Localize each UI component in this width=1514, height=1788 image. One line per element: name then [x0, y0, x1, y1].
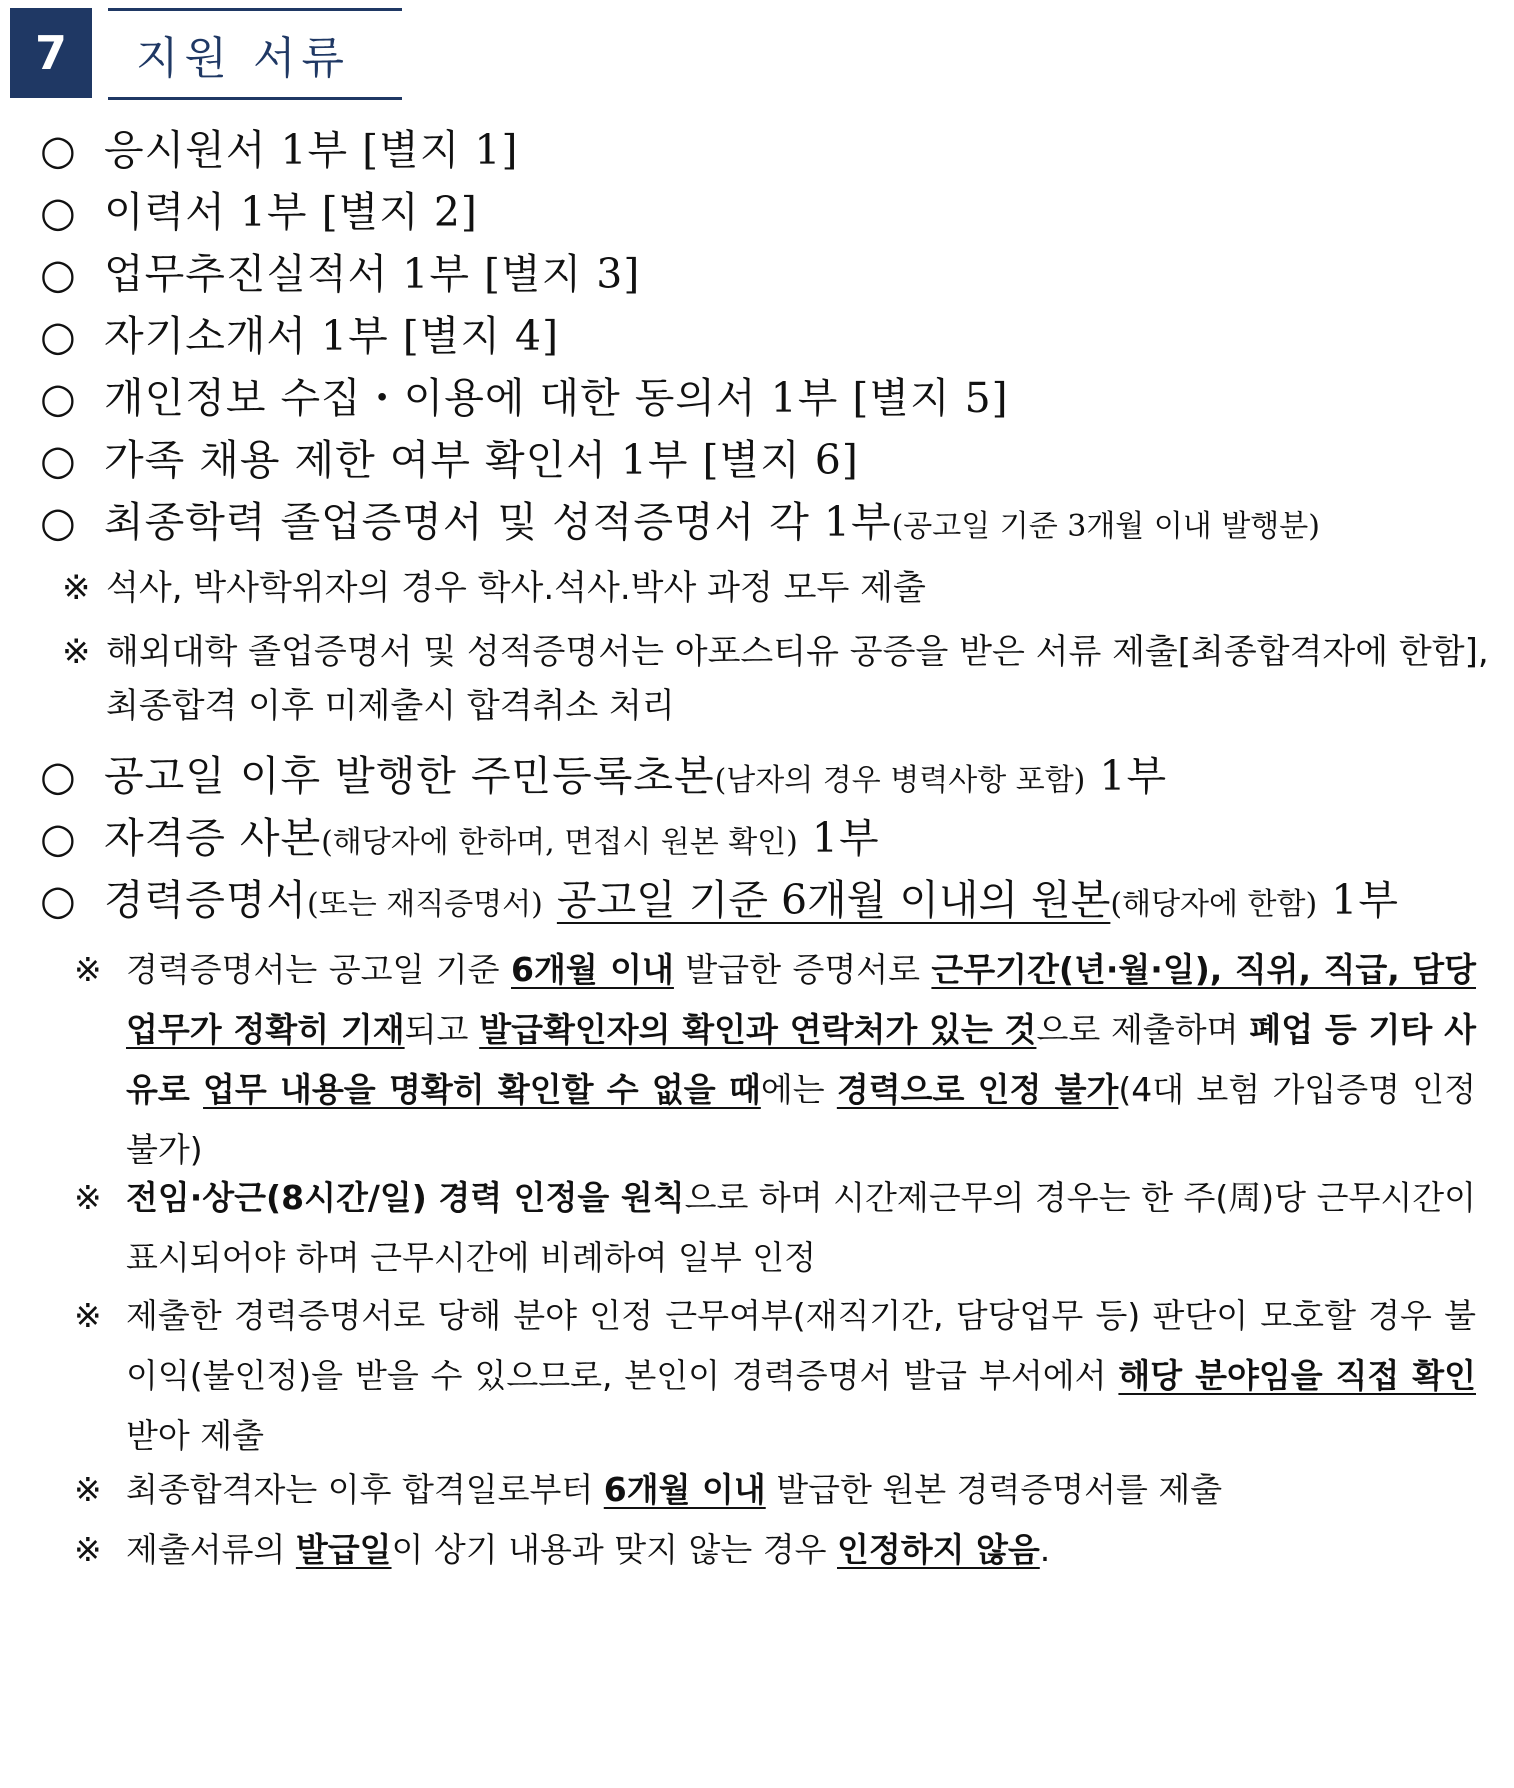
career-note [74, 940, 1476, 1180]
list-item-resident-register [40, 748, 1474, 809]
circle-bullet-icon: ○ [40, 876, 77, 924]
reference-note-text: 최종합격 이후 미제출시 합격취소 처리 [106, 686, 675, 726]
list-item-text: 개인정보 수집・이용에 대한 동의서 1부 [별지 5] [104, 374, 1009, 422]
list-item-text: 최종학력 졸업증명서 및 성적증명서 각 1부 [104, 498, 892, 546]
reference-mark-icon: ※ [62, 568, 91, 608]
circle-bullet-icon: ○ [40, 498, 77, 546]
reference-note-text: 해외대학 졸업증명서 및 성적증명서는 아포스티유 공증을 받은 서류 제출[최종합격자에 한함], [106, 632, 1489, 672]
list-item [40, 184, 1474, 240]
circle-bullet-icon: ○ [40, 436, 77, 484]
reference-note-continuation [106, 684, 1474, 728]
list-item-note: (남자의 경우 병력사항 포함) [714, 763, 1086, 798]
note-text: 으로 제출하며 [1036, 1010, 1250, 1049]
list-item-text: 업무추진실적서 1부 [별지 3] [104, 250, 641, 298]
note-emphasis: 전임·상근(8시간/일) 경력 인정을 원칙 [126, 1178, 685, 1217]
note-text: 으로 하며 시간제근무의 경우는 한 주(周)당 근무시간이 표시되어야 하며 근무시간에 비례하여 일부 인정 [126, 1178, 1476, 1277]
note-text: 경력증명서는 공고일 기준 [126, 950, 511, 989]
note-text: . [1039, 1530, 1051, 1569]
reference-note [62, 566, 1474, 610]
list-item-education [40, 494, 1474, 555]
career-note-body [126, 940, 1476, 1180]
note-emphasis: 6개월 이내 [603, 1470, 766, 1509]
note-emphasis: 인정하지 않음 [837, 1530, 1040, 1569]
reference-mark-icon: ※ [74, 1296, 102, 1335]
circle-bullet-icon: ○ [40, 188, 77, 236]
circle-bullet-icon: ○ [40, 814, 77, 862]
section-number-badge: 7 [10, 8, 92, 98]
reference-note-text: 석사, 박사학위자의 경우 학사.석사.박사 과정 모두 제출 [106, 568, 926, 608]
note-text: (4대 보험 가입증명 인정 불가) [126, 1070, 1476, 1169]
list-item-text: 응시원서 1부 [별지 1] [104, 126, 519, 174]
career-note [74, 1460, 1476, 1520]
note-emphasis: 경력으로 인정 불가 [836, 1070, 1119, 1109]
career-note-body [126, 1460, 1476, 1520]
career-note-body [126, 1520, 1476, 1580]
list-item-text: 가족 채용 제한 여부 확인서 1부 [별지 6] [104, 436, 859, 484]
circle-bullet-icon: ○ [40, 126, 77, 174]
career-note-body [126, 1168, 1476, 1288]
circle-bullet-icon: ○ [40, 250, 77, 298]
reference-mark-icon: ※ [74, 950, 102, 989]
list-item-emphasis: 공고일 기준 6개월 이내의 원본 [556, 876, 1111, 924]
note-emphasis: 6개월 이내 [511, 950, 674, 989]
list-item [40, 246, 1474, 302]
reference-note [62, 630, 1489, 674]
career-note [74, 1168, 1476, 1288]
list-item-tail: 1부 [797, 814, 880, 862]
note-text: 되고 [404, 1010, 480, 1049]
reference-mark-icon: ※ [74, 1530, 102, 1569]
list-item-text: 공고일 이후 발행한 주민등록초본 [104, 752, 715, 800]
list-item-note: (해당자에 한함) [1110, 887, 1318, 922]
note-emphasis: 발급일 [295, 1530, 392, 1569]
reference-mark-icon: ※ [74, 1178, 102, 1217]
list-item [40, 370, 1474, 426]
list-item-tail: 1부 [1085, 752, 1168, 800]
reference-mark-icon: ※ [74, 1470, 102, 1509]
section-title: 지원 서류 [136, 33, 351, 84]
note-emphasis: 근무기간(년·월·일), 직위, 직급, 담당업무가 정확히 기재 [126, 950, 1476, 1049]
section-title-box [108, 8, 402, 100]
reference-mark-icon: ※ [62, 632, 91, 672]
list-item-tail: 1부 [1317, 876, 1399, 924]
list-item-text: 자격증 사본 [104, 814, 322, 862]
career-note [74, 1520, 1476, 1580]
list-item [40, 308, 1474, 364]
list-item [40, 122, 1474, 178]
circle-bullet-icon: ○ [40, 374, 77, 422]
list-item-certificate [40, 810, 1474, 871]
list-item-text: 자기소개서 1부 [별지 4] [104, 312, 560, 360]
note-text: 발급한 증명서로 [673, 950, 932, 989]
note-text: 받아 제출 [126, 1416, 265, 1455]
list-item-text: 경력증명서 [104, 876, 308, 924]
note-text: 발급한 원본 경력증명서를 제출 [765, 1470, 1223, 1509]
circle-bullet-icon: ○ [40, 752, 77, 800]
circle-bullet-icon: ○ [40, 312, 77, 360]
list-item [40, 432, 1474, 488]
note-emphasis: 발급확인자의 확인과 연락처가 있는 것 [479, 1010, 1037, 1049]
career-note-body [126, 1286, 1476, 1466]
note-emphasis: 해당 분야임을 직접 확인 [1118, 1356, 1476, 1395]
career-note [74, 1286, 1476, 1466]
note-text: 제출서류의 [126, 1530, 296, 1569]
note-emphasis: 업무 내용을 명확히 확인할 수 없을 때 [203, 1070, 761, 1109]
list-item-note: (해당자에 한하며, 면접시 원본 확인) [321, 825, 798, 860]
list-item-text: 이력서 1부 [별지 2] [104, 188, 478, 236]
list-item-note: (공고일 기준 3개월 이내 발행분) [891, 509, 1320, 544]
note-text: 이 상기 내용과 맞지 않는 경우 [391, 1530, 838, 1569]
note-emphasis: 폐업 등 기타 사유로 [126, 1010, 1476, 1109]
list-item-note: (또는 재직증명서) [307, 887, 543, 922]
list-item-career [40, 872, 1474, 933]
note-text: 최종합격자는 이후 합격일로부터 [126, 1470, 604, 1509]
note-text: 에는 [760, 1070, 837, 1109]
note-text: 제출한 경력증명서로 당해 분야 인정 근무여부(재직기간, 담당업무 등) 판단이 모호할 경우 불이익(불인정)을 받을 수 있으므로, 본인이 경력증명서 발급 부서에서 [126, 1296, 1476, 1395]
